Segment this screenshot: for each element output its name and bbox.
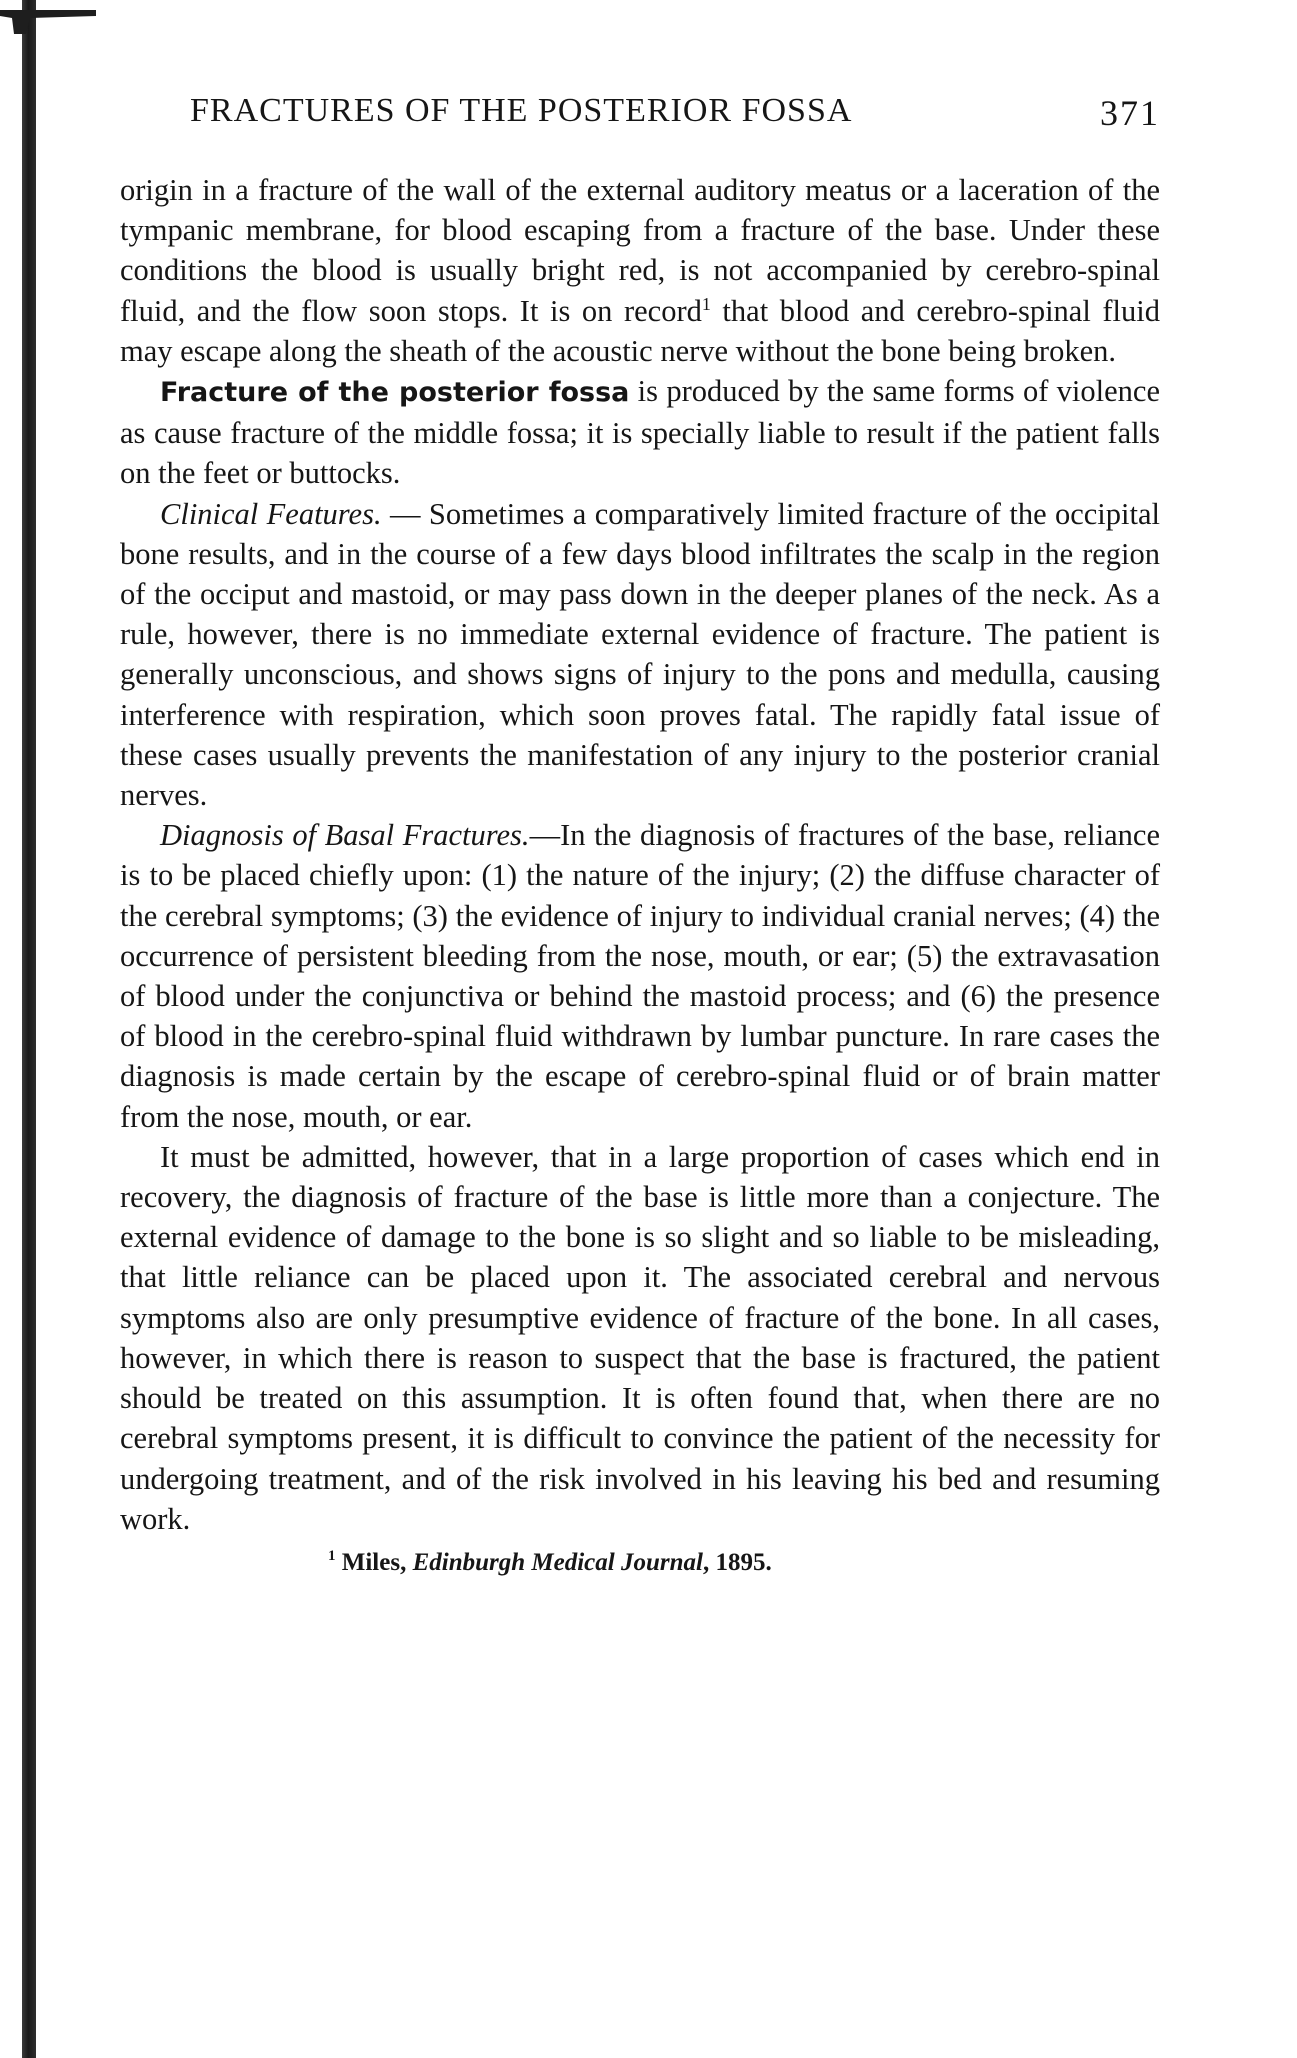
- book-page: [120, 92, 1160, 1577]
- paragraph-text: origin in a fracture of the wall of the external auditory meatus or a laceration of the tympanic membrane, for blood escaping from a fracture of the base. Under these conditions the blood is usually bright red, is not accompanied by cerebro-spinal fluid, and the flow soon stops. It is on record: [120, 173, 1160, 328]
- paragraph-diagnosis: [120, 815, 1160, 1137]
- paragraph-admission: [120, 1137, 1160, 1539]
- footnote-year: , 1895.: [702, 1548, 772, 1576]
- paragraph-text: — Sometimes a comparatively limited fracture of the occipital bone results, and in the course of a few days blood infiltrates the scalp in the region of the occiput and mastoid, or may pass down in the deeper planes of the neck. As a rule, however, there is no immediate external evidence of fracture. The patient is generally unconscious, and shows signs of injury to the pons and medulla, causing interference with respiration, which soon proves fatal. The rapidly fatal issue of these cases usually prevents the manifestation of any injury to the posterior cranial nerves.: [120, 496, 1160, 813]
- footnote-author: Miles,: [335, 1548, 413, 1576]
- footnote-marker: 1: [328, 1547, 336, 1564]
- paragraph-text: that blood and cerebro-spinal fluid may escape along the sheath of the acoustic nerve without the bone being broken.: [120, 293, 1160, 368]
- paragraph-continuation: [120, 170, 1160, 371]
- paragraph-text: It must be admitted, however, that in a large proportion of cases which end in recovery, the diagnosis of fracture of the base is little more than a conjecture. The external evidence of damage to the bone is so slight and so liable to be misleading, that little reliance can be placed upon it. The associated cerebral and nervous symptoms also are only presumptive evidence of fracture of the bone. In all cases, however, in which there is reason to suspect that the base is fractured, the patient should be treated on this assumption. It is often found that, when there are no cerebral symptoms present, it is difficult to convince the patient of the necessity for undergoing treatment, and of the risk involved in his leaving his bed and resuming work.: [120, 1139, 1160, 1536]
- footnote-journal: Edinburgh Medical Journal: [412, 1548, 703, 1576]
- running-title: FRACTURES OF THE POSTERIOR FOSSA: [190, 92, 853, 129]
- spine-corner-mark: [0, 8, 96, 34]
- paragraph-text: —In the diagnosis of fractures of the base, reliance is to be placed chiefly upon: (1) the nature of the injury; (2) the diffuse character of the cerebral symptoms; (3) the evidence of injury to individual cranial nerves; (4) the occurrence of persistent bleeding from the nose, mouth, or ear; (5) the extravasation of blood under the conjunctiva or behind the mastoid process; and (6) the presence of blood in the cerebro-spinal fluid withdrawn by lumbar puncture. In rare cases the diagnosis is made certain by the escape of cerebro-spinal fluid or of brain matter from the nose, mouth, or ear.: [120, 818, 1160, 1134]
- paragraph-text: is produced by the same forms of violence as cause fracture of the middle fossa; it is specially liable to result if the patient falls on the feet or buttocks.: [120, 374, 1160, 491]
- footnote-reference: 1: [701, 293, 711, 314]
- book-spine-shadow: [22, 0, 36, 2058]
- paragraph-posterior-fossa: [120, 371, 1160, 494]
- running-head: [120, 92, 1160, 142]
- page-number: 371: [1100, 93, 1160, 133]
- subsection-heading: Clinical Features.: [160, 496, 382, 531]
- section-heading: Fracture of the posterior fossa: [160, 377, 630, 409]
- footnote: [120, 1549, 1160, 1577]
- subsection-heading: Diagnosis of Basal Fractures.: [160, 818, 530, 853]
- paragraph-clinical-features: [120, 494, 1160, 816]
